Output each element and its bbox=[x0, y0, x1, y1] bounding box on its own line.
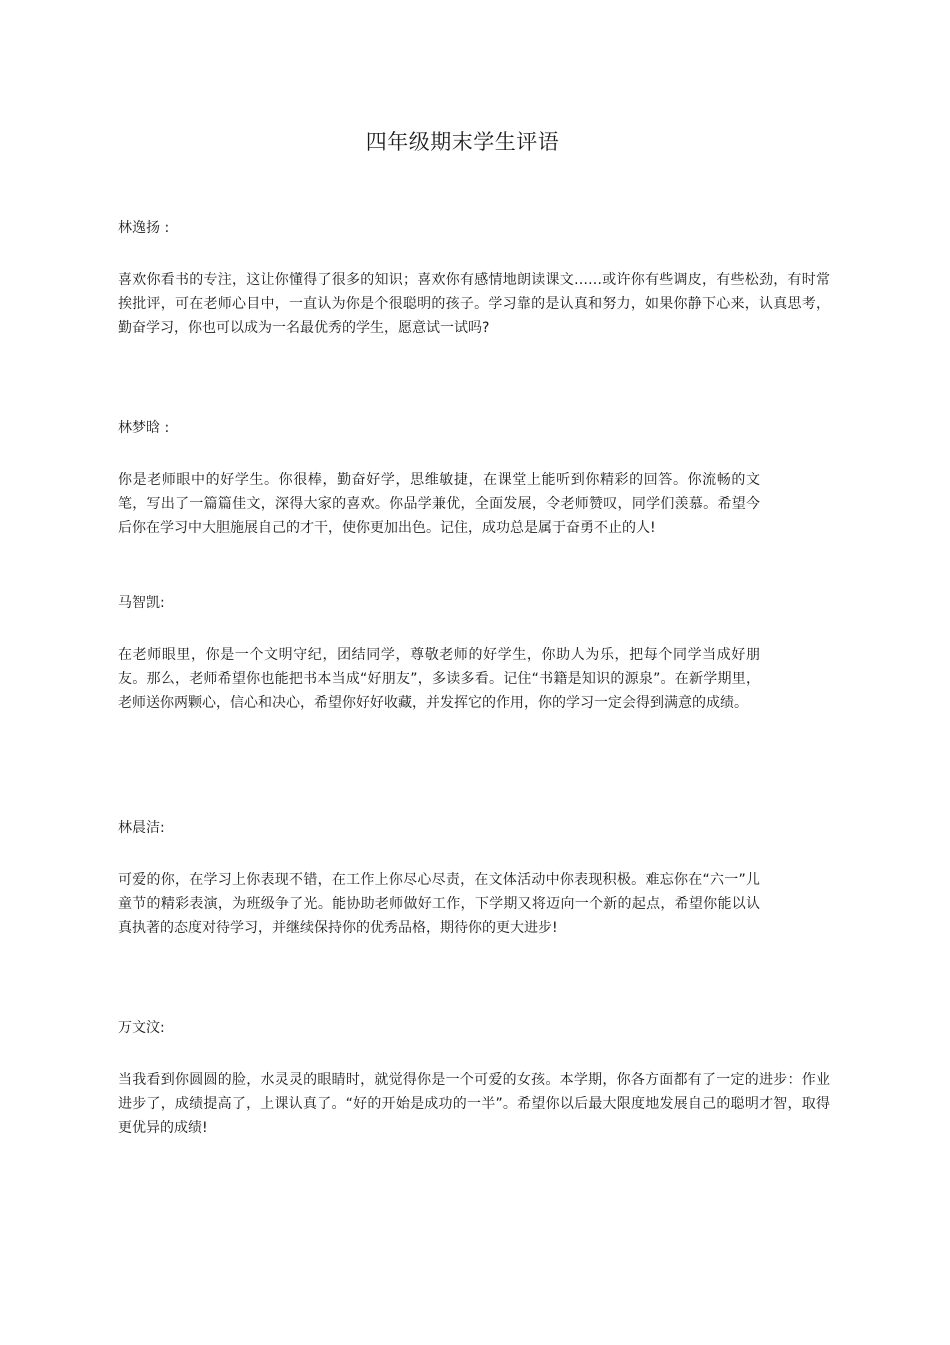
student-name: 林梦晗 : bbox=[118, 420, 170, 436]
student-name: 马智凯: bbox=[118, 595, 165, 611]
student-comment: 可爱的你，在学习上你表现不错，在工作上你尽心尽责，在文体活动中你表现积极。难忘你在“六一”儿童节的精彩表演，为班级争了光。能协助老师做好工作，下学期又将迈向一个新的起点，希望你能以认真执著的态度对待学习，并继续保持你的优秀品格，期待你的更大进步! bbox=[118, 872, 760, 936]
student-comment: 你是老师眼中的好学生。你很棒，勤奋好学，思维敏捷，在课堂上能听到你精彩的回答。你流畅的文笔，写出了一篇篇佳文，深得大家的喜欢。你品学兼优，全面发展，令老师赞叹，同学们羡慕。希望今后你在学习中大胆施展自己的才干，使你更加出色。记住，成功总是属于奋勇不止的人! bbox=[118, 472, 760, 536]
student-comment: 当我看到你圆圆的脸，水灵灵的眼睛时，就觉得你是一个可爱的女孩。本学期，你各方面都有了一定的进步：作业进步了，成绩提高了，上课认真了。“好的开始是成功的一半”。希望你以后最大限度地发展自己的聪明才智，取得更优异的成绩! bbox=[118, 1072, 830, 1136]
student-name: 林逸扬 : bbox=[118, 220, 170, 236]
student-comment: 在老师眼里，你是一个文明守纪，团结同学，尊敬老师的好学生，你助人为乐，把每个同学当成好朋友。那么，老师希望你也能把书本当成“好朋友”，多读多看。记住“书籍是知识的源泉”。在新学期里，老师送你两颗心，信心和决心，希望你好好收藏，并发挥它的作用，你的学习一定会得到满意的成绩。 bbox=[118, 647, 760, 711]
student-name: 万文汶: bbox=[118, 1020, 165, 1036]
document-title: 四年级期末学生评语 bbox=[365, 130, 560, 154]
student-comment: 喜欢你看书的专注，这让你懂得了很多的知识；喜欢你有感情地朗读课文……或许你有些调皮，有些松劲，有时常挨批评，可在老师心目中，一直认为你是个很聪明的孩子。学习靠的是认真和努力，如果你静下心来，认真思考，勤奋学习，你也可以成为一名最优秀的学生，愿意试一试吗? bbox=[118, 272, 830, 336]
student-name: 林晨洁: bbox=[118, 820, 165, 836]
